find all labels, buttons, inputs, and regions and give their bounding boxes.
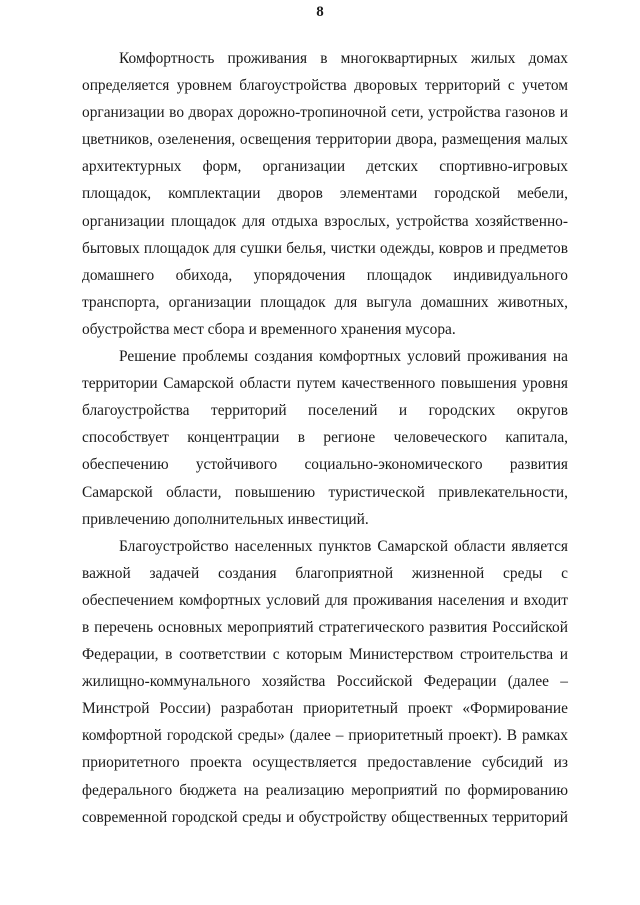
document-body [82,45,568,831]
page-number: 8 [316,4,324,20]
paragraph-landscaping-project: Благоустройство населенных пунктов Самарской области является важной задачей создания благоприятной жизненной среды с обеспечением комфортных условий для проживания населения и входит в перечень основных мероприятий стратегического развития Российской Федерации, в соответствии с которым Министерством строительства и жилищно-коммунального хозяйства Российской Федерации (далее – Минстрой России) разработан приоритетный проект «Формирование комфортной городской среды» (далее – приоритетный проект). В рамках приоритетного проекта осуществляется предоставление субсидий из федерального бюджета на реализацию мероприятий по формированию современной городской среды и обустройству общественных территорий [82,537,568,826]
paragraph-comfort-living: Комфортность проживания в многоквартирных жилых домах определяется уровнем благоустройства дворовых территорий с учетом организации во дворах дорожно-тропиночной сети, устройства газонов и цветников, озеленения, освещения территории двора, размещения малых архитектурных форм, организации детских спортивно-игровых площадок, комплектации дворов элементами городской мебели, организации площадок для отдыха взрослых, устройства хозяйственно-бытовых площадок для сушки белья, чистки одежды, ковров и предметов домашнего обихода, упорядочения площадок индивидуального транспорта, организации площадок для выгула домашних животных, обустройства мест сбора и временного хранения мусора. [82,50,568,338]
paragraph-problem-solution: Решение проблемы создания комфортных условий проживания на территории Самарской области путем качественного повышения уровня благоустройства территорий поселений и городских округов способствует концентрации в регионе человеческого капитала, обеспечению устойчивого социально-экономического развития Самарской области, повышению туристической привлекательности, привлечению дополнительных инвестиций. [82,348,568,528]
